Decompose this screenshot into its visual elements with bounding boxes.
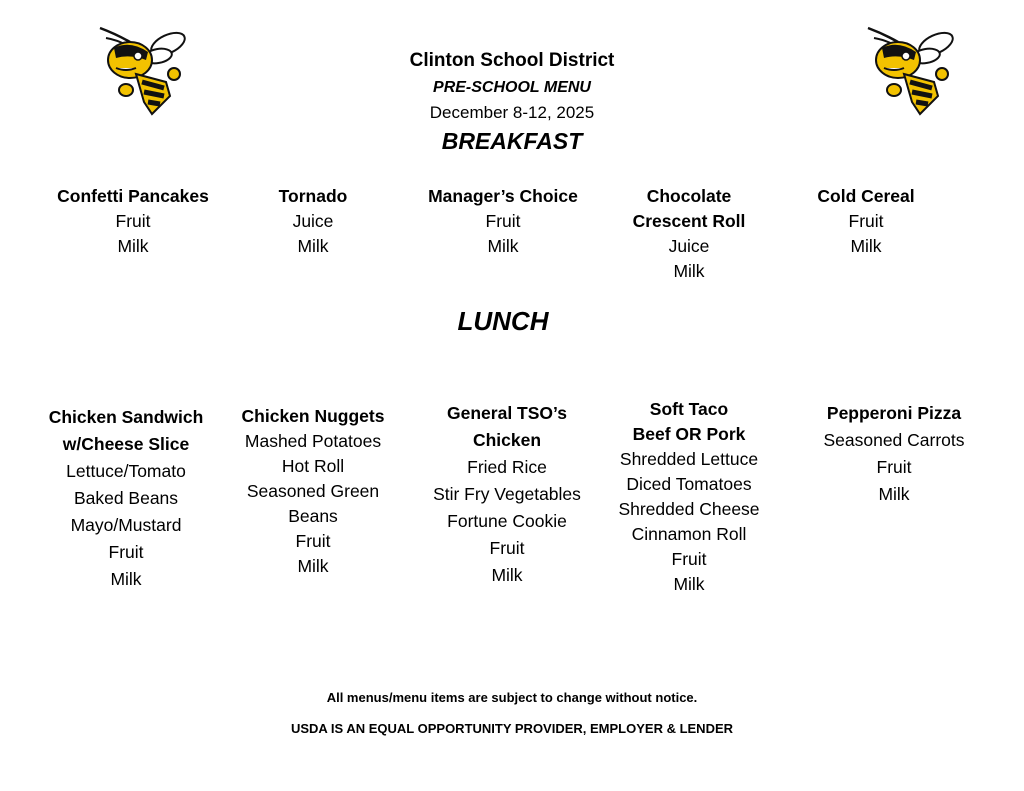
menu-dates: December 8-12, 2025 [429, 103, 595, 122]
breakfast-side: Fruit [848, 211, 884, 231]
lunch-day-3 [412, 400, 602, 589]
lunch-day-5 [794, 400, 994, 508]
lunch-side: Fried Rice [467, 457, 547, 477]
breakfast-day-1 [33, 184, 233, 259]
breakfast-day-5 [786, 184, 946, 259]
lunch-side: Fruit [295, 531, 331, 551]
lunch-side: Cinnamon Roll [631, 524, 747, 544]
lunch-day-4 [599, 397, 779, 597]
lunch-main: Soft Taco [649, 399, 729, 419]
breakfast-side: Juice [292, 211, 334, 231]
lunch-main: Beef OR Pork [632, 424, 746, 444]
lunch-heading: LUNCH [457, 306, 549, 336]
lunch-main: General TSO’s [447, 403, 567, 423]
breakfast-side: Milk [673, 261, 705, 281]
lunch-main: w/Cheese Slice [62, 434, 190, 454]
lunch-side: Milk [673, 574, 705, 594]
breakfast-side: Juice [668, 236, 710, 256]
breakfast-day-3 [403, 184, 603, 259]
breakfast-side: Milk [117, 236, 149, 256]
lunch-side: Shredded Cheese [618, 499, 760, 519]
lunch-side: Seasoned Green [246, 481, 380, 501]
breakfast-main: Manager’s Choice [428, 186, 578, 206]
change-notice: All menus/menu items are subject to change without notice. [326, 690, 698, 705]
breakfast-main: Confetti Pancakes [57, 186, 209, 206]
lunch-side: Seasoned Carrots [823, 430, 965, 450]
lunch-side: Milk [878, 484, 910, 504]
lunch-side: Milk [491, 565, 523, 585]
breakfast-side: Milk [297, 236, 329, 256]
menu-subtitle: PRE-SCHOOL MENU [433, 79, 591, 96]
lunch-side: Fruit [876, 457, 912, 477]
lunch-side: Hot Roll [281, 456, 345, 476]
lunch-main: Chicken Nuggets [241, 406, 385, 426]
lunch-side: Fortune Cookie [447, 511, 567, 531]
breakfast-day-4 [609, 184, 769, 284]
lunch-side: Baked Beans [73, 488, 179, 508]
lunch-side: Beans [288, 506, 338, 526]
lunch-side: Fruit [671, 549, 707, 569]
usda-statement: USDA IS AN EQUAL OPPORTUNITY PROVIDER, EMPLOYER & LENDER [290, 721, 734, 736]
breakfast-side: Milk [487, 236, 519, 256]
lunch-side: Mayo/Mustard [70, 515, 182, 535]
breakfast-main: Cold Cereal [817, 186, 915, 206]
lunch-side: Shredded Lettuce [619, 449, 759, 469]
lunch-side: Stir Fry Vegetables [433, 484, 581, 504]
breakfast-side: Fruit [115, 211, 151, 231]
lunch-main: Pepperoni Pizza [826, 403, 962, 423]
district-title: Clinton School District [409, 50, 615, 71]
lunch-side: Lettuce/Tomato [66, 461, 186, 481]
breakfast-side: Fruit [485, 211, 521, 231]
lunch-side: Fruit [489, 538, 525, 558]
lunch-main: Chicken Sandwich [48, 407, 204, 427]
lunch-side: Mashed Potatoes [244, 431, 382, 451]
lunch-side: Milk [110, 569, 142, 589]
lunch-side: Milk [297, 556, 329, 576]
lunch-day-2 [223, 404, 403, 579]
lunch-side: Diced Tomatoes [626, 474, 752, 494]
breakfast-heading: BREAKFAST [441, 128, 583, 154]
lunch-day-1 [26, 404, 226, 593]
breakfast-main: Crescent Roll [632, 211, 746, 231]
breakfast-main: Tornado [278, 186, 348, 206]
breakfast-day-2 [233, 184, 393, 259]
lunch-side: Fruit [108, 542, 144, 562]
lunch-main: Chicken [472, 430, 542, 450]
breakfast-side: Milk [850, 236, 882, 256]
breakfast-main: Chocolate [646, 186, 732, 206]
